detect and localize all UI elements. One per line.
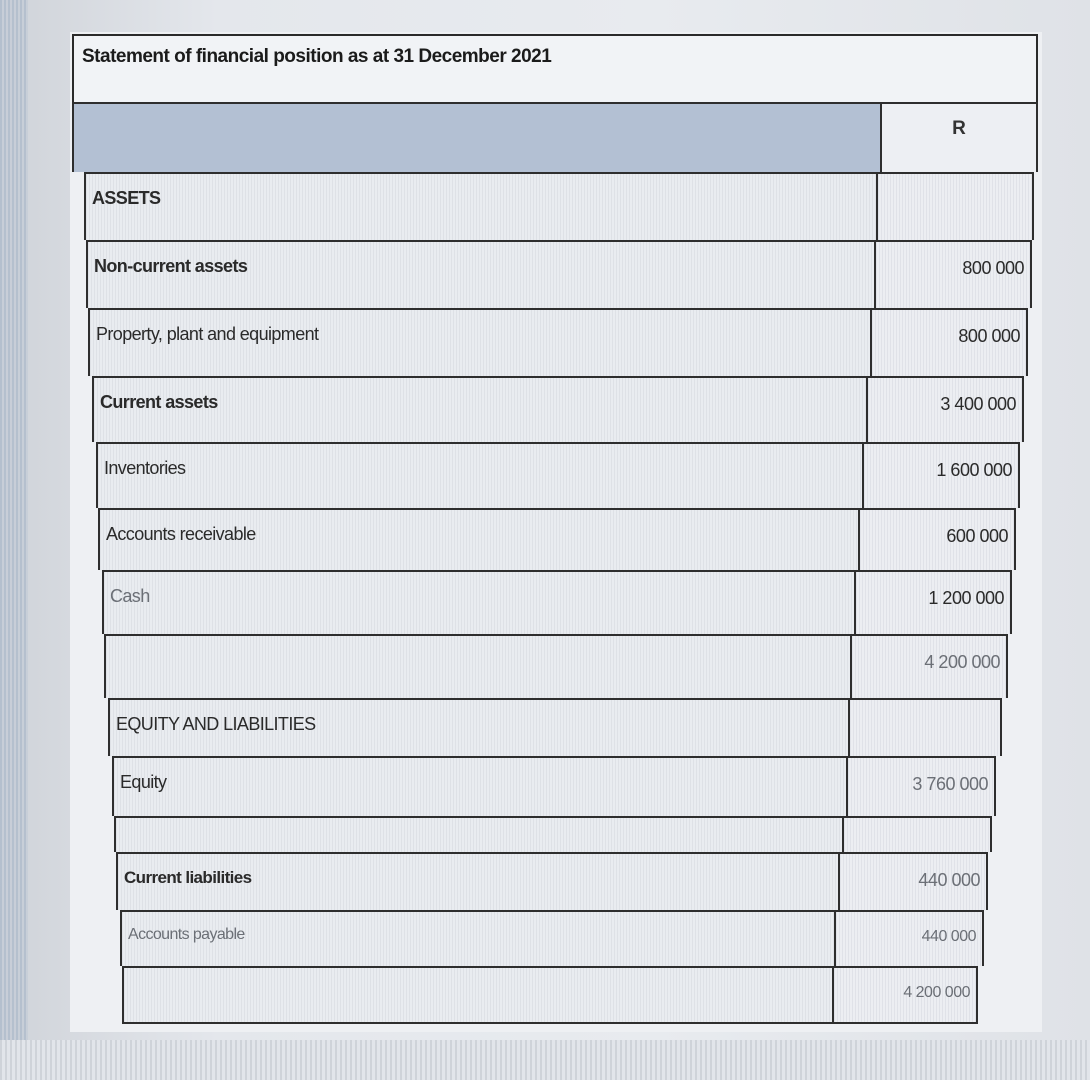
table-row	[114, 816, 992, 852]
row-label-cell	[94, 378, 868, 442]
row-label: Non-current assets	[94, 256, 248, 276]
row-value: 3 400 000	[940, 394, 1016, 414]
screen-edge	[0, 0, 28, 1080]
row-value-cell	[876, 242, 1030, 308]
row-label-cell	[114, 758, 848, 816]
row-label-cell	[100, 510, 860, 570]
row-value-cell	[834, 968, 976, 1022]
table-row	[86, 240, 1032, 308]
table-row	[88, 308, 1028, 376]
row-value-cell	[852, 636, 1006, 698]
row-label-cell	[118, 854, 840, 910]
table-row	[92, 376, 1024, 442]
title-box	[72, 34, 1038, 102]
table-row	[96, 442, 1020, 508]
row-value: 4 200 000	[903, 984, 970, 1001]
row-label: EQUITY AND LIABILITIES	[116, 714, 316, 734]
row-value-cell	[856, 572, 1010, 634]
row-value-cell	[860, 510, 1014, 570]
row-value-cell	[868, 378, 1022, 442]
row-label-cell	[106, 636, 852, 698]
row-label: Property, plant and equipment	[96, 324, 319, 344]
row-value: 440 000	[918, 870, 980, 890]
row-label: Accounts payable	[128, 926, 245, 943]
row-value-cell	[872, 310, 1026, 376]
row-value: 440 000	[921, 928, 976, 945]
row-label-cell	[122, 912, 836, 966]
row-value: 800 000	[958, 326, 1020, 346]
table-row	[102, 570, 1012, 634]
table-row	[122, 966, 978, 1024]
row-label-cell	[90, 310, 872, 376]
row-label: Inventories	[104, 458, 186, 478]
row-value: 4 200 000	[924, 652, 1000, 672]
row-label-cell	[124, 968, 834, 1022]
table-row	[104, 634, 1008, 698]
currency-header: R	[952, 118, 966, 139]
row-label-cell	[86, 174, 878, 240]
table-row	[120, 910, 984, 966]
header-label-cell	[74, 104, 882, 172]
row-value-cell	[836, 912, 982, 966]
row-label-cell	[110, 700, 850, 756]
row-value-cell	[844, 818, 990, 852]
row-value: 800 000	[962, 258, 1024, 278]
row-label: Current liabilities	[124, 868, 252, 887]
row-value-cell	[864, 444, 1018, 508]
table-row	[98, 508, 1016, 570]
row-label: Equity	[120, 772, 167, 792]
row-value: 3 760 000	[912, 774, 988, 794]
row-value-cell	[878, 174, 1032, 240]
screen-bottom-edge	[0, 1040, 1090, 1080]
row-label-cell	[104, 572, 856, 634]
row-label-cell	[116, 818, 844, 852]
table-row	[112, 756, 996, 816]
row-label: ASSETS	[92, 188, 161, 208]
table-row	[116, 852, 988, 910]
row-value: 600 000	[946, 526, 1008, 546]
table-header-row	[72, 102, 1038, 172]
row-label: Accounts receivable	[106, 524, 256, 544]
table-row	[108, 698, 1002, 756]
row-value: 1 200 000	[928, 588, 1004, 608]
header-value-cell	[882, 104, 1036, 172]
row-value: 1 600 000	[936, 460, 1012, 480]
row-value-cell	[840, 854, 986, 910]
row-label: Cash	[110, 586, 150, 606]
row-value-cell	[850, 700, 1000, 756]
row-value-cell	[848, 758, 994, 816]
row-label-cell	[88, 242, 876, 308]
row-label-cell	[98, 444, 864, 508]
row-label: Current assets	[100, 392, 218, 412]
statement-title: Statement of financial position as at 31 December 2021	[82, 46, 552, 67]
table-row	[84, 172, 1034, 240]
